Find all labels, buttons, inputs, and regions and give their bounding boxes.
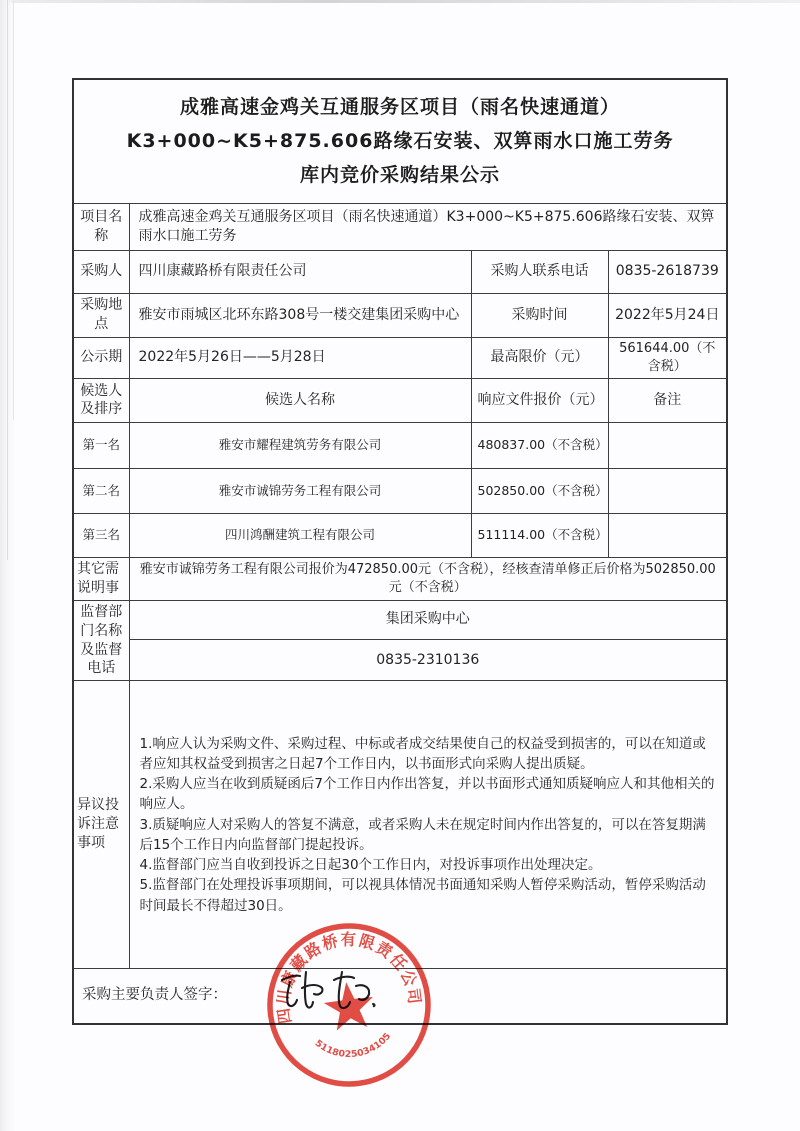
scan-top-edge: [0, 0, 800, 3]
purchase-time-value: 2022年5月24日: [608, 293, 727, 337]
candidates-remark-header: 备注: [608, 378, 727, 422]
notice-item-3: 3.质疑响应人对采购人的答复不满意，或者采购人未在规定时间内作出答复的，可以在答复期满后15个工作日内向监督部门提起投诉。: [139, 816, 706, 853]
supervision-label: 监督部门名称及监督电话: [73, 600, 129, 681]
max-price-value: 561644.00（不含税）: [608, 337, 727, 378]
procurement-result-table: [72, 78, 728, 1025]
supervision-department: 集团采购中心: [129, 600, 727, 639]
notice-item-4: 4.监督部门应当自收到投诉之日起30个工作日内，对投诉事项作出处理决定。: [139, 857, 602, 874]
purchaser-phone-value: 0835-2618739: [608, 250, 727, 293]
seal-serial-number: 5118025034105: [312, 1031, 394, 1061]
project-name-label: 项目名称: [73, 203, 129, 250]
table-row: [73, 513, 727, 557]
title-line-2: K3+000~K5+875.606路缘石安装、双箅雨水口施工劳务: [126, 130, 674, 153]
scan-left-edge-line2: [13, 0, 14, 420]
document-title: [73, 79, 727, 203]
candidate-1-name: 雅安市耀程建筑劳务有限公司: [129, 422, 471, 468]
candidate-1-rank: 第一名: [73, 422, 129, 468]
notice-item-1: 1.响应人认为采购文件、采购过程、中标或者成交结果使自己的权益受到损害的，可以在知道或者应知其权益受到损害之日起7个工作日内，以书面形式向采购人提出质疑。: [139, 735, 706, 772]
other-notes-value: 雅安市诚锦劳务工程有限公司报价为472850.00元（不含税），经核查清单修正后价格为502850.00元（不含税）: [129, 557, 727, 600]
seal-company-name: 四川康藏路桥有限责任公司: [273, 930, 425, 1026]
objection-notice-label: 异议投诉注意事项: [73, 681, 129, 969]
title-line-1: 成雅高速金鸡关互通服务区项目（雨名快速通道）: [180, 96, 621, 118]
objection-notice-body: [129, 681, 727, 969]
candidate-3-offer: 511114.00（不含税）: [471, 513, 608, 557]
candidates-rank-header: 候选人及排序: [73, 378, 129, 422]
supervision-phone: 0835-2310136: [129, 639, 727, 680]
publicity-period-value: 2022年5月26日——5月28日: [129, 337, 471, 378]
purchaser-label: 采购人: [73, 250, 129, 293]
max-price-label: 最高限价（元）: [471, 337, 608, 378]
publicity-period-label: 公示期: [73, 337, 129, 378]
candidate-2-rank: 第二名: [73, 468, 129, 513]
candidate-2-remark: [608, 468, 727, 513]
project-name-value: 成雅高速金鸡关互通服务区项目（雨名快速通道）K3+000~K5+875.606路缘石安装、双箅雨水口施工劳务: [129, 203, 727, 250]
notice-item-5: 5.监督部门在处理投诉事项期间，可以视具体情况书面通知采购人暂停采购活动，暂停采购活动时间最长不得超过30日。: [139, 877, 706, 914]
notice-item-2: 2.采购人应当在收到质疑函后7个工作日内作出答复，并以书面形式通知质疑响应人和其他相关的响应人。: [139, 776, 715, 813]
signer-label: 采购主要负责人签字：: [82, 987, 227, 1004]
candidate-3-remark: [608, 513, 727, 557]
candidate-2-name: 雅安市诚锦劳务工程有限公司: [129, 468, 471, 513]
scan-left-edge-line: [7, 0, 8, 560]
table-row: [73, 422, 727, 468]
signer-row: [73, 969, 727, 1024]
candidate-1-offer: 480837.00（不含税）: [471, 422, 608, 468]
candidate-1-remark: [608, 422, 727, 468]
table-row: [73, 468, 727, 513]
other-notes-label: 其它需说明事: [73, 557, 129, 600]
candidate-3-name: 四川鸿酬建筑工程有限公司: [129, 513, 471, 557]
candidate-3-rank: 第三名: [73, 513, 129, 557]
purchaser-value: 四川康藏路桥有限责任公司: [129, 250, 471, 293]
candidate-2-offer: 502850.00（不含税）: [471, 468, 608, 513]
title-line-3: 库内竞价采购结果公示: [300, 164, 501, 187]
location-value: 雅安市雨城区北环东路308号一楼交建集团采购中心: [129, 293, 471, 337]
purchaser-phone-label: 采购人联系电话: [471, 250, 608, 293]
location-label: 采购地点: [73, 293, 129, 337]
svg-text:5118025034105: [312, 1029, 396, 1064]
candidates-offer-header: 响应文件报价（元）: [471, 378, 608, 422]
candidates-name-header: 候选人名称: [129, 378, 471, 422]
purchase-time-label: 采购时间: [471, 293, 608, 337]
